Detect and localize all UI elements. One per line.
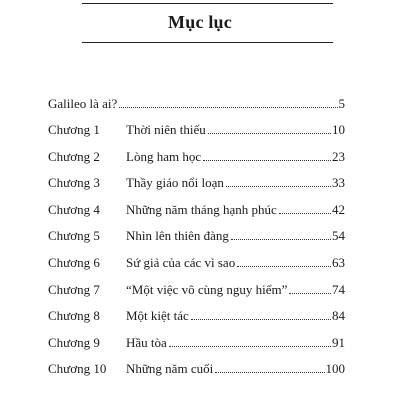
toc-chapter-number: Chương 2 xyxy=(48,148,100,164)
top-rule xyxy=(82,3,333,4)
dot-leader xyxy=(226,186,331,187)
toc-entry[interactable] xyxy=(48,361,345,388)
toc-intro-page: 5 xyxy=(338,96,345,111)
toc-page-number: 54 xyxy=(332,228,345,244)
toc-chapter-number: Chương 8 xyxy=(48,308,100,324)
title-underline xyxy=(82,42,333,43)
toc-entry[interactable] xyxy=(48,149,345,176)
toc-chapter-title: Thầy giáo nổi loạn xyxy=(126,175,224,191)
toc-intro-label: Galileo là ai? xyxy=(48,96,118,111)
toc-chapter-title: Thời niên thiếu xyxy=(126,122,206,137)
dot-leader xyxy=(191,319,331,320)
toc-chapter-title: Một kiệt tác xyxy=(126,308,189,324)
toc-chapter-number: Chương 1 xyxy=(48,122,100,137)
toc-entry[interactable] xyxy=(48,122,345,149)
dot-leader xyxy=(231,239,331,240)
toc-entry[interactable] xyxy=(48,282,345,309)
toc-page-number: 63 xyxy=(332,254,345,270)
toc-chapter-title: Những năm cuối xyxy=(126,361,214,377)
toc-entry[interactable] xyxy=(48,202,345,229)
dot-leader xyxy=(208,133,331,134)
toc-entry[interactable] xyxy=(48,308,345,335)
toc-chapter-number: Chương 7 xyxy=(48,281,100,297)
toc-page-number: 42 xyxy=(332,201,345,217)
dot-leader xyxy=(215,372,324,373)
toc-intro-entry[interactable] xyxy=(48,96,345,112)
toc-entry[interactable] xyxy=(48,175,345,202)
toc-chapter-title: Nhìn lên thiên đàng xyxy=(126,228,229,244)
toc-chapter-title: “Một việc vô cùng nguy hiểm” xyxy=(126,281,288,297)
toc-page-number: 33 xyxy=(332,175,345,191)
toc-chapter-number: Chương 9 xyxy=(48,334,100,350)
toc-page-number: 10 xyxy=(332,122,345,137)
toc-chapter-title: Lòng ham học xyxy=(126,148,202,164)
dot-leader xyxy=(279,213,331,214)
page-title: Mục lục xyxy=(168,12,232,32)
toc-chapter-title: Hầu tòa xyxy=(126,334,167,350)
toc-page-number: 23 xyxy=(332,148,345,164)
toc-list xyxy=(48,122,345,388)
toc-entry[interactable] xyxy=(48,335,345,362)
toc-chapter-title: Sứ giả của các vì sao xyxy=(126,254,236,270)
toc-chapter-number: Chương 3 xyxy=(48,175,100,191)
dot-leader xyxy=(203,160,331,161)
dot-leader xyxy=(237,266,331,267)
toc-page-number: 100 xyxy=(325,361,345,377)
toc-chapter-number: Chương 10 xyxy=(48,361,107,377)
dot-leader xyxy=(119,107,337,108)
toc-chapter-number: Chương 4 xyxy=(48,201,100,217)
toc-entry[interactable] xyxy=(48,228,345,255)
toc-page-number: 74 xyxy=(332,281,345,297)
toc-chapter-number: Chương 6 xyxy=(48,254,100,270)
dot-leader xyxy=(289,293,331,294)
toc-page-number: 91 xyxy=(332,334,345,350)
toc-entry[interactable] xyxy=(48,255,345,282)
toc-chapter-title: Những năm tháng hạnh phúc xyxy=(126,201,277,217)
dot-leader xyxy=(169,346,331,347)
toc-page-number: 84 xyxy=(332,308,345,324)
toc-chapter-number: Chương 5 xyxy=(48,228,100,244)
